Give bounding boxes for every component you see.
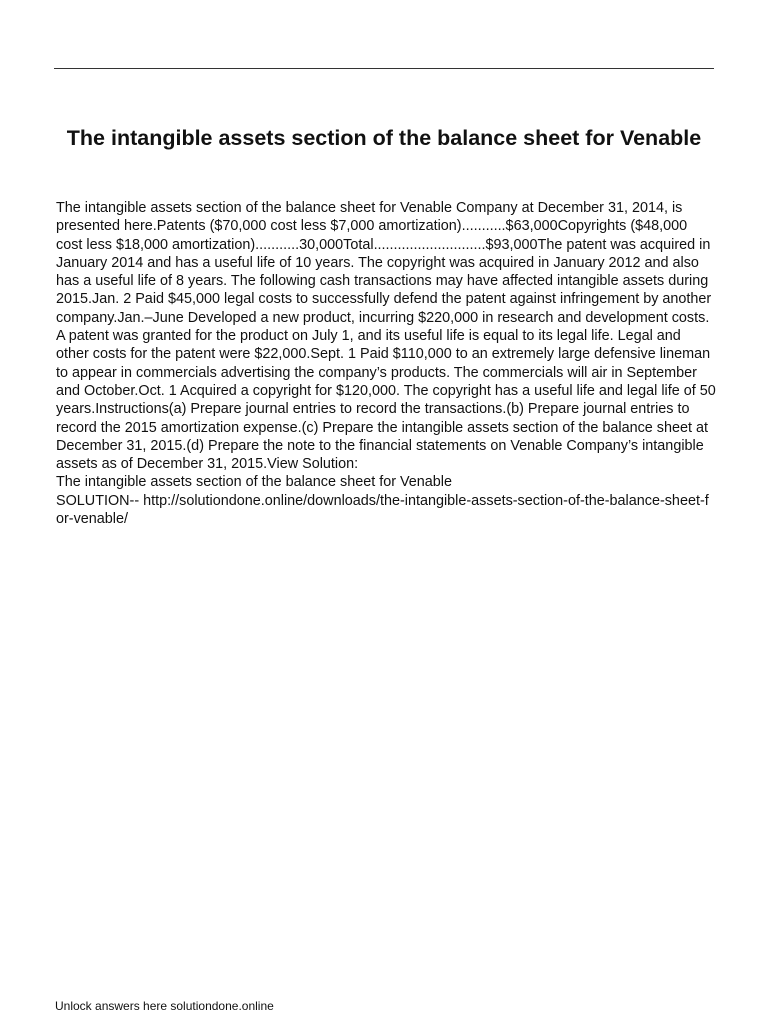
solution-line [56,492,716,529]
document-title: The intangible assets section of the balance sheet for Venable [66,126,702,150]
solution-link[interactable]: http://solutiondone.online/downloads/the-intangible-assets-section-of-the-balance-sheet-for-venable/ [56,492,709,528]
footer-text: Unlock answers here solutiondone.online [55,999,274,1013]
solution-prefix: SOLUTION-- [56,492,144,509]
header-divider [54,68,714,69]
problem-text: The intangible assets section of the balance sheet for Venable Company at December 31, 2014, is presented here.Patents ($70,000 cost less $7,000 amortization)...........$63,000Copyrights ($48,000 cost less $18,000 amortization)...........30,000Total............................$93,000The patent was acquired in January 2014 and has a useful life of 10 years. The copyright was acquired in January 2012 and also has a useful life of 8 years. The following cash transactions may have affected intangible assets during 2015.Jan. 2 Paid $45,000 legal costs to successfully defend the patent against infringement by another company.Jan.–June Developed a new product, incurring $220,000 in research and development costs. A patent was granted for the product on July 1, and its useful life is equal to its legal life. Legal and other costs for the patent were $22,000.Sept. 1 Paid $110,000 to an extremely large defensive lineman to appear in commercials advertising the company’s products. The commercials will air in September and October.Oct. 1 Acquired a copyright for $120,000. The copyright has a useful life and legal life of 50 years.Instructions(a) Prepare journal entries to record the transactions.(b) Prepare journal entries to record the 2015 amortization expense.(c) Prepare the intangible assets section of the balance sheet at December 31, 2015.(d) Prepare the note to the financial statements on Venable Company’s intangible assets as of December 31, 2015.View Solution: [56,200,716,473]
solution-heading: The intangible assets section of the balance sheet for Venable [56,474,453,491]
document-body [56,199,716,528]
